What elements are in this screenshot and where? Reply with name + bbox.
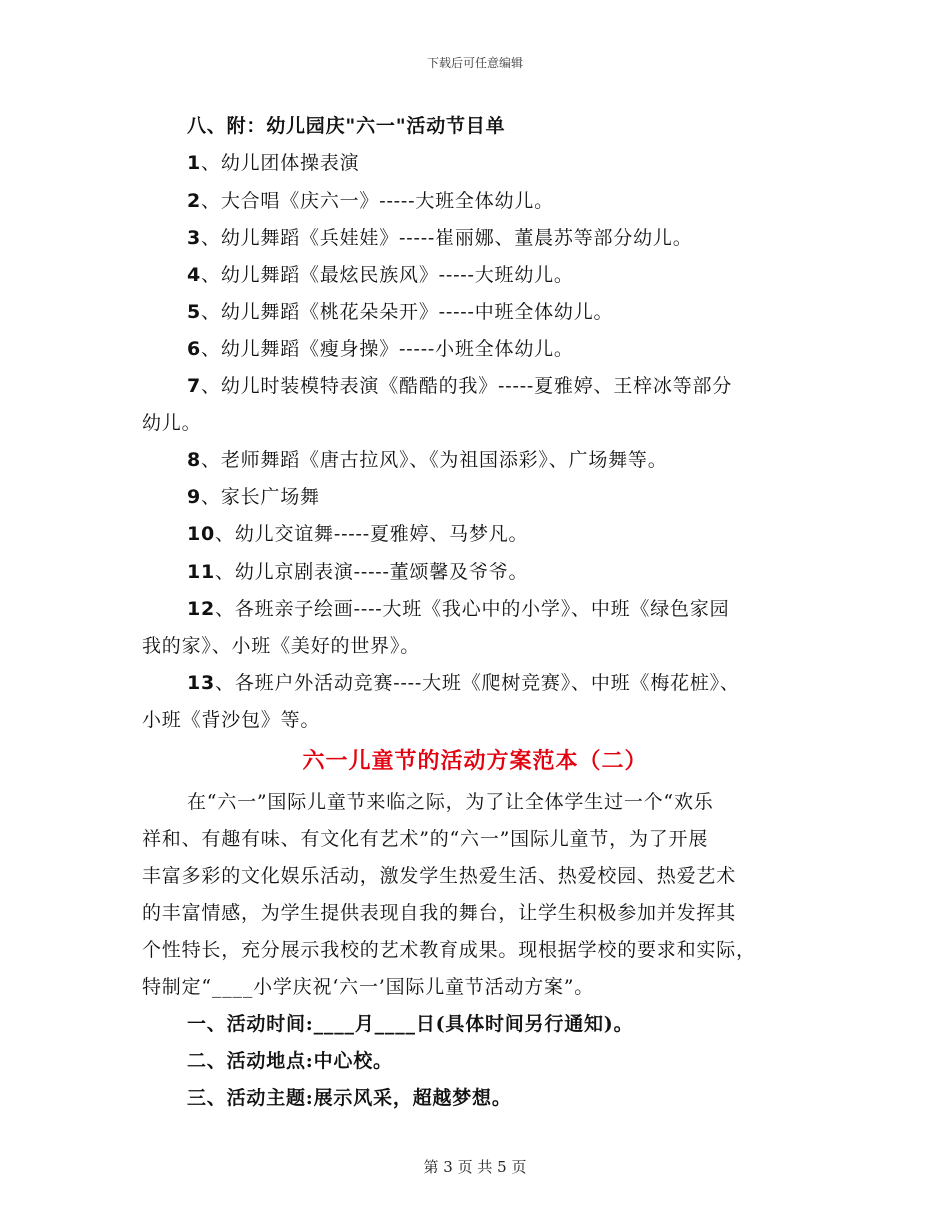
program-item-2 xyxy=(187,189,857,213)
item-text: 、家长广场舞 xyxy=(201,486,320,508)
item-number: 2 xyxy=(187,190,202,212)
item-text: 、幼儿团体操表演 xyxy=(201,152,360,174)
item-number: 5 xyxy=(187,301,202,323)
section-title: 六一儿童节的活动方案范本（二） xyxy=(302,748,648,774)
item-text: 、幼儿交谊舞-----夏雅婷、马梦凡。 xyxy=(215,523,529,545)
item-text: 、各班亲子绘画----大班《我心中的小学》、中班《绿色家园 xyxy=(215,598,730,620)
item-text: 、各班户外活动竞赛----大班《爬树竞赛》、中班《梅花桩》、 xyxy=(215,672,740,694)
program-item-12 xyxy=(187,597,857,621)
activity-location: 二、活动地点:中心校。 xyxy=(187,1050,393,1072)
program-item-1 xyxy=(187,151,857,175)
program-item-13 xyxy=(187,671,857,695)
item-number: 11 xyxy=(187,561,216,583)
intro-line-4: 的丰富情感，为学生提供表现自我的舞台，让学生积极参加并发挥其 xyxy=(142,902,737,924)
item-text: 、幼儿舞蹈《兵娃娃》-----崔丽娜、董晨苏等部分幼儿。 xyxy=(201,227,693,249)
intro-line-5: 个性特长，充分展示我校的艺术教育成果。现根据学校的要求和实际， xyxy=(142,939,756,961)
item-text: 、幼儿舞蹈《最炫民族风》-----大班幼儿。 xyxy=(201,264,574,286)
item-number: 7 xyxy=(187,375,202,397)
item-number: 13 xyxy=(187,672,216,694)
program-item-9 xyxy=(187,485,857,509)
program-item-10 xyxy=(187,522,857,546)
activity-time: 一、活动时间:____月____日(具体时间另行通知)。 xyxy=(187,1013,634,1035)
activity-theme: 三、活动主题:展示风采，超越梦想。 xyxy=(187,1087,512,1109)
program-item-11 xyxy=(187,560,857,584)
item-number: 3 xyxy=(187,227,202,249)
program-heading: 八、附：幼儿园庆"六一"活动节目单 xyxy=(187,115,506,137)
program-item-13-continued: 小班《背沙包》等。 xyxy=(142,709,321,731)
item-number: 9 xyxy=(187,486,202,508)
intro-line-6: 特制定“____小学庆祝‘六一’国际儿童节活动方案”。 xyxy=(142,976,595,998)
intro-line-1: 在“六一”国际儿童节来临之际，为了让全体学生过一个“欢乐 xyxy=(187,791,714,813)
program-item-7-continued: 幼儿。 xyxy=(142,412,202,434)
item-text: 、幼儿舞蹈《桃花朵朵开》-----中班全体幼儿。 xyxy=(201,301,614,323)
program-item-6 xyxy=(187,337,857,361)
item-text: 、大合唱《庆六一》-----大班全体幼儿。 xyxy=(201,190,554,212)
program-item-3 xyxy=(187,226,857,250)
item-text: 、幼儿舞蹈《瘦身操》-----小班全体幼儿。 xyxy=(201,338,574,360)
item-text: 、幼儿时装模特表演《酷酷的我》-----夏雅婷、王梓冰等部分 xyxy=(201,375,733,397)
item-text: 、幼儿京剧表演-----董颂馨及爷爷。 xyxy=(215,561,529,583)
program-item-4 xyxy=(187,263,857,287)
item-number: 10 xyxy=(187,523,216,545)
program-item-7 xyxy=(187,374,857,398)
item-number: 6 xyxy=(187,338,202,360)
item-text: 、老师舞蹈《唐古拉风》、《为祖国添彩》、广场舞等。 xyxy=(201,449,668,471)
page-footer: 第 3 页 共 5 页 xyxy=(423,1158,527,1176)
item-number: 4 xyxy=(187,264,202,286)
intro-line-2: 祥和、有趣有味、有文化有艺术”的“六一”国际儿童节，为了开展 xyxy=(142,828,709,850)
intro-line-3: 丰富多彩的文化娱乐活动，激发学生热爱生活、热爱校园、热爱艺术 xyxy=(142,865,737,887)
program-item-5 xyxy=(187,300,857,324)
program-item-12-continued: 我的家》、小班《美好的世界》。 xyxy=(142,635,421,657)
program-item-8 xyxy=(187,448,857,472)
page-header: 下载后可任意编辑 xyxy=(426,56,523,70)
item-number: 8 xyxy=(187,449,202,471)
item-number: 1 xyxy=(187,152,202,174)
item-number: 12 xyxy=(187,598,216,620)
